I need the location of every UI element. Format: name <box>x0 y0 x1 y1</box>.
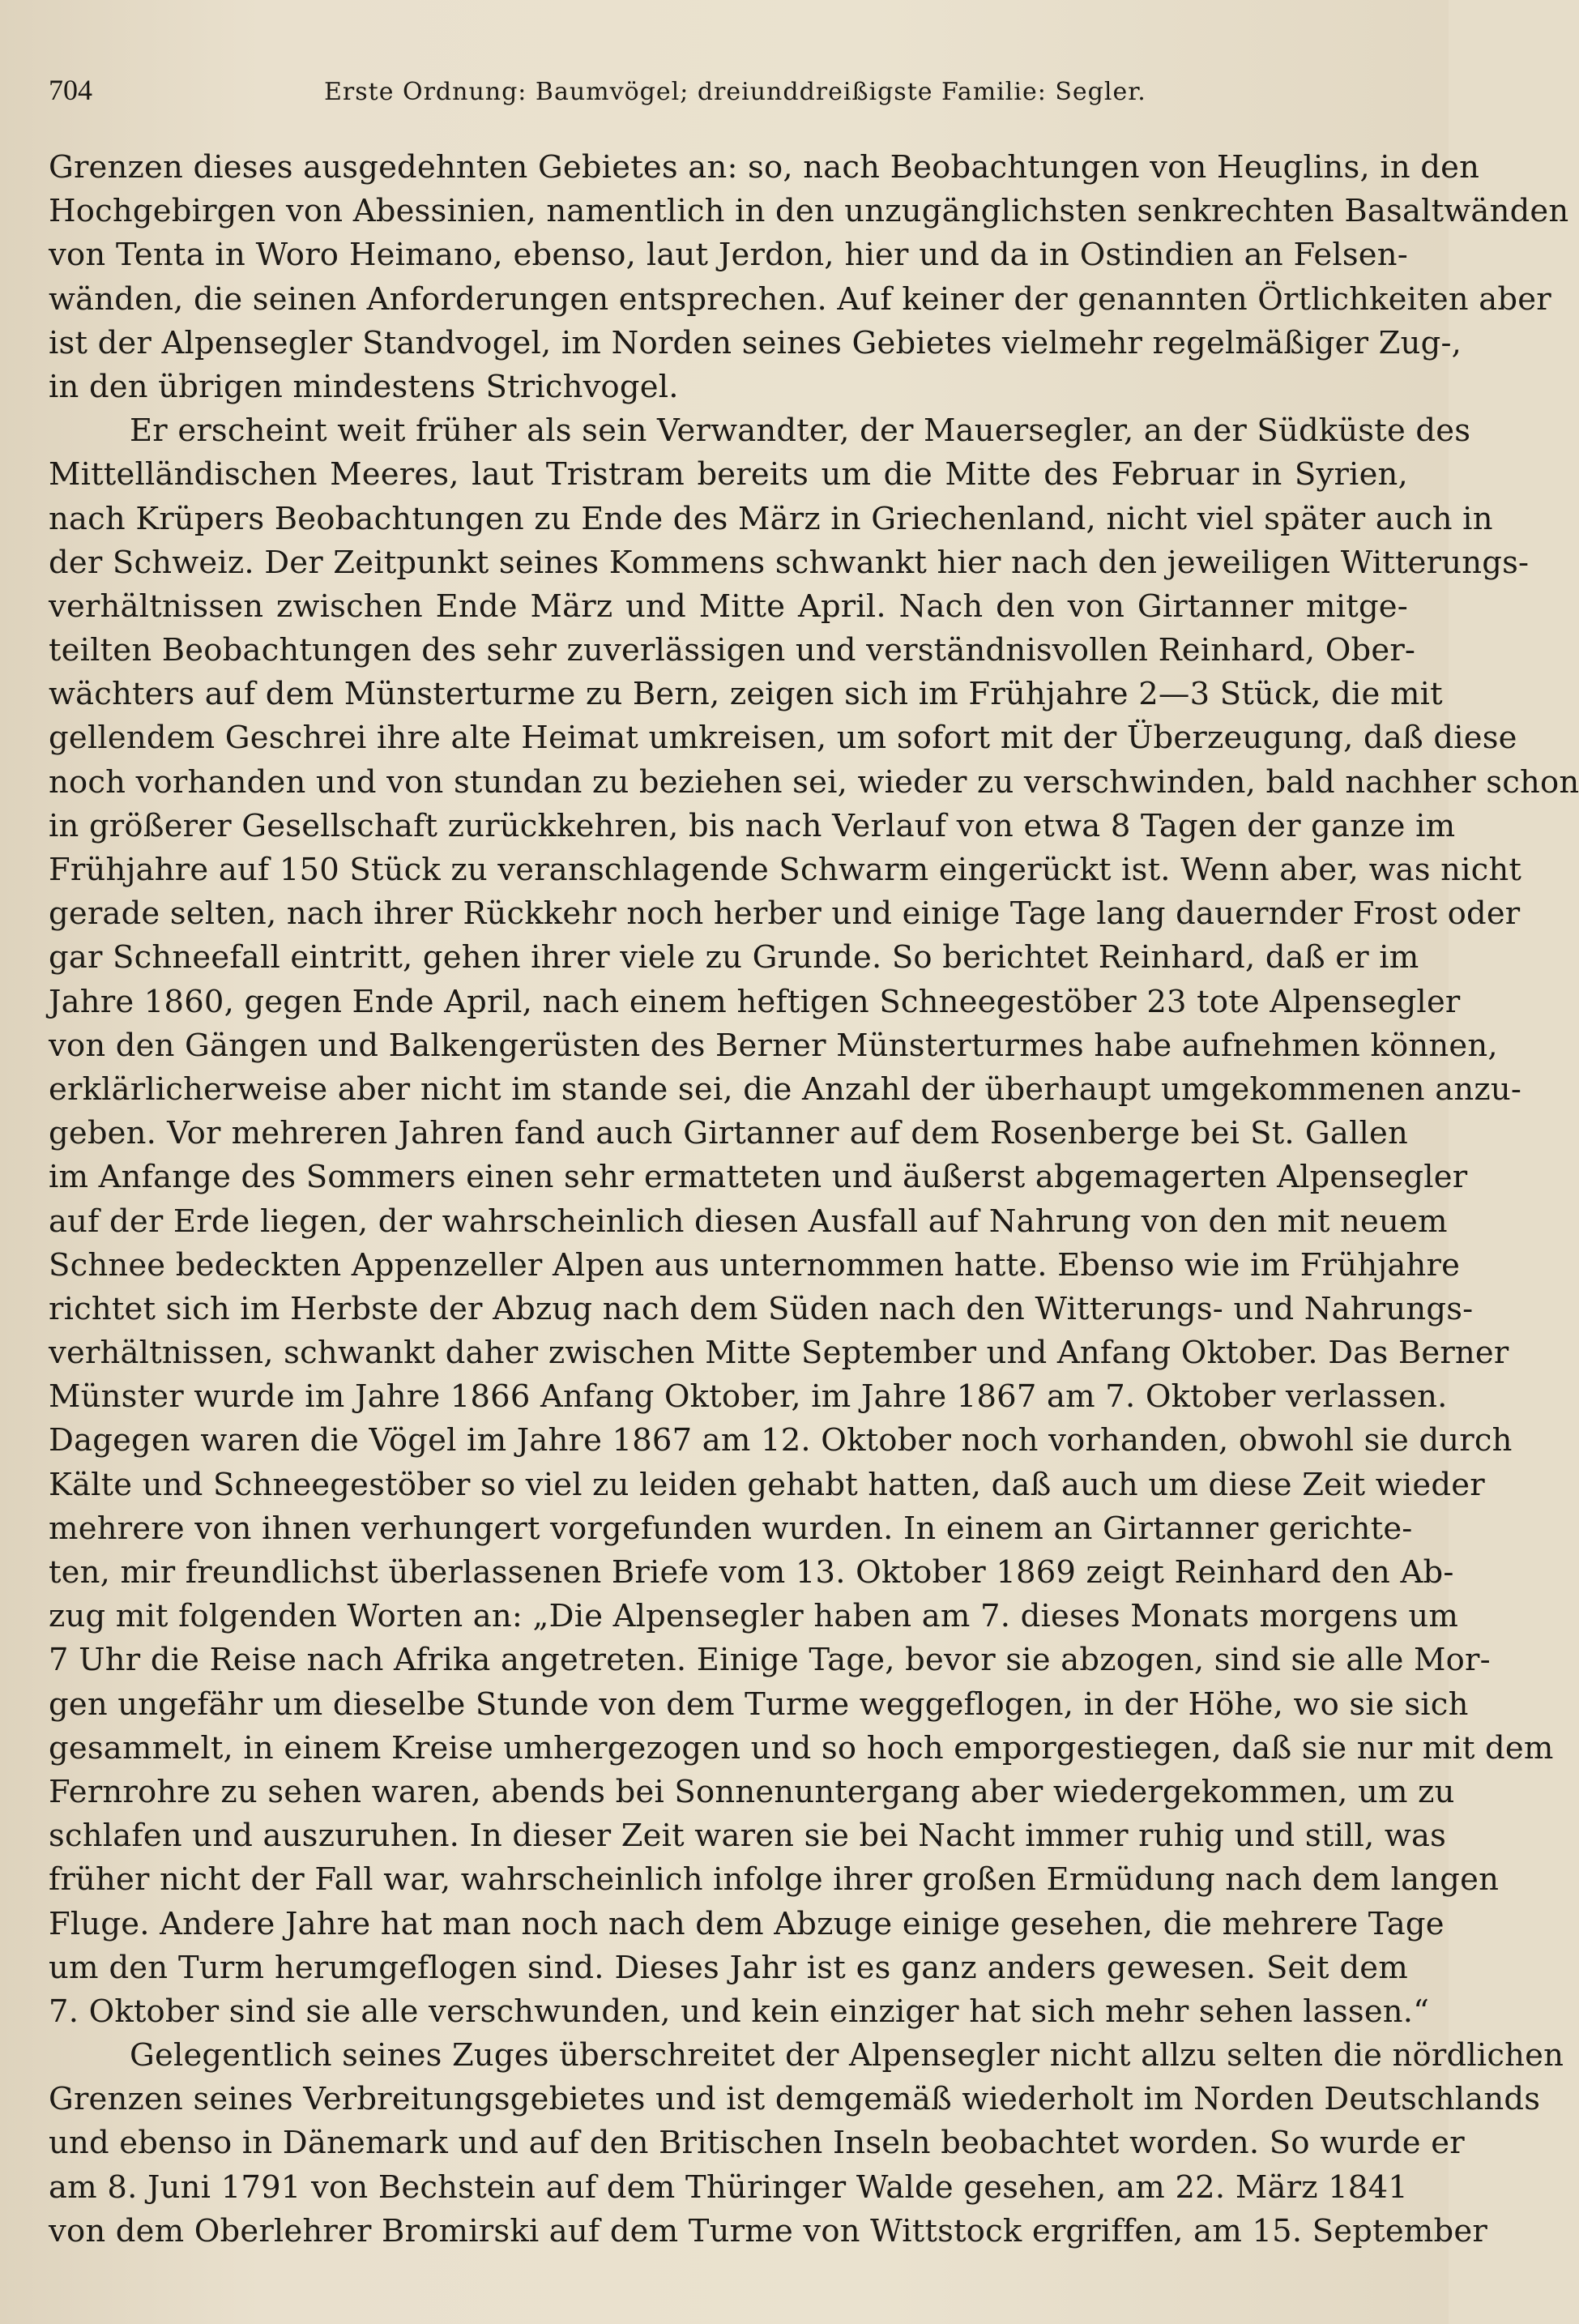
text-line: Mittelländischen Meeres, laut Tristram bereits um die Mitte des Februar in Syrien, <box>49 456 1408 493</box>
text-line: Grenzen dieses ausgedehnten Gebietes an: so, nach Beobachtungen von Heuglins, in den <box>49 149 1480 186</box>
text-line: Fernrohre zu sehen waren, abends bei Sonnenuntergang aber wiedergekommen, um zu <box>49 1773 1455 1810</box>
text-line: wächters auf dem Münsterturme zu Bern, zeigen sich im Frühjahre 2—3 Stück, die mit <box>49 676 1443 713</box>
text-line: Jahre 1860, gegen Ende April, nach einem heftigen Schneegestöber 23 tote Alpensegler <box>49 983 1461 1020</box>
paragraph <box>49 409 1579 2034</box>
text-line: gellendem Geschrei ihre alte Heimat umkreisen, um sofort mit der Überzeugung, daß diese <box>49 720 1517 757</box>
text-line: von den Gängen und Balkengerüsten des Berner Münsterturmes habe aufnehmen können, <box>49 1027 1498 1064</box>
text-line: Gelegentlich seines Zuges überschreitet der Alpensegler nicht allzu selten die nördlichen <box>130 2037 1564 2074</box>
text-line: mehrere von ihnen verhungert vorgefunden wurden. In einem an Girtanner gerichte- <box>49 1510 1413 1547</box>
page-number: 704 <box>49 74 92 106</box>
text-line: 7 Uhr die Reise nach Afrika angetreten. Einige Tage, bevor sie abzogen, sind sie alle Mor- <box>49 1642 1491 1679</box>
text-line: ten, mir freundlichst überlassenen Briefe vom 13. Oktober 1869 zeigt Reinhard den Ab- <box>49 1554 1454 1591</box>
text-line: Schnee bedeckten Appenzeller Alpen aus unternommen hatte. Ebenso wie im Frühjahre <box>49 1246 1461 1284</box>
text-line: am 8. Juni 1791 von Bechstein auf dem Thüringer Walde gesehen, am 22. März 1841 <box>49 2168 1408 2206</box>
text-line: noch vorhanden und von stundan zu beziehen sei, wieder zu verschwinden, bald nachher schon <box>49 763 1579 801</box>
paragraph <box>49 146 1569 409</box>
text-line: in größerer Gesellschaft zurückkehren, bis nach Verlauf von etwa 8 Tagen der ganze im <box>49 807 1456 844</box>
text-line: im Anfange des Sommers einen sehr ermatteten und äußerst abgemagerten Alpensegler <box>49 1159 1468 1196</box>
text-line: Hochgebirgen von Abessinien, namentlich in den unzugänglichsten senkrechten Basaltwänden <box>49 193 1569 230</box>
text-line: Frühjahre auf 150 Stück zu veranschlagende Schwarm eingerückt ist. Wenn aber, was nicht <box>49 852 1522 888</box>
text-line: Kälte und Schneegestöber so viel zu leiden gehabt hatten, daß auch um diese Zeit wieder <box>49 1466 1485 1503</box>
text-line: Dagegen waren die Vögel im Jahre 1867 am 12. Oktober noch vorhanden, obwohl sie durch <box>49 1422 1513 1459</box>
text-line: um den Turm herumgeflogen sind. Dieses Jahr ist es ganz anders gewesen. Seit dem <box>49 1949 1408 1986</box>
text-line: Er erscheint weit früher als sein Verwandter, der Mauersegler, an der Südküste des <box>130 412 1471 450</box>
text-line: teilten Beobachtungen des sehr zuverlässigen und verständnisvollen Reinhard, Ober- <box>49 632 1416 669</box>
text-line: gesammelt, in einem Kreise umhergezogen und so hoch emporgestiegen, daß sie nur mit dem <box>49 1729 1554 1766</box>
text-line: von Tenta in Woro Heimano, ebenso, laut Jerdon, hier und da in Ostindien an Felsen- <box>49 237 1408 274</box>
text-line: der Schweiz. Der Zeitpunkt seines Kommens schwankt hier nach den jeweiligen Witterungs- <box>49 544 1530 581</box>
text-line: wänden, die seinen Anforderungen entsprechen. Auf keiner der genannten Örtlichkeiten aber <box>49 280 1551 318</box>
text-line: von dem Oberlehrer Bromirski auf dem Turme von Wittstock ergriffen, am 15. September <box>49 2212 1487 2249</box>
text-line: richtet sich im Herbste der Abzug nach dem Süden nach den Witterungs- und Nahrungs- <box>49 1290 1474 1327</box>
text-line: verhältnissen, schwankt daher zwischen Mitte September und Anfang Oktober. Das Berner <box>49 1335 1509 1372</box>
text-line: gerade selten, nach ihrer Rückkehr noch herber und einige Tage lang dauernder Frost oder <box>49 895 1521 933</box>
text-line: Grenzen seines Verbreitungsgebietes und ist demgemäß wiederholt im Norden Deutschlands <box>49 2081 1541 2118</box>
text-line: gen ungefähr um dieselbe Stunde von dem Turme weggeflogen, in der Höhe, wo sie sich <box>49 1685 1469 1723</box>
text-line: nach Krüpers Beobachtungen zu Ende des März in Griechenland, nicht viel später auch in <box>49 500 1493 537</box>
body-text <box>49 146 1579 2254</box>
text-line: in den übrigen mindestens Strichvogel. <box>49 368 679 405</box>
text-line: und ebenso in Dänemark und auf den Britischen Inseln beobachtet worden. So wurde er <box>49 2125 1465 2162</box>
text-line: erklärlicherweise aber nicht im stande sei, die Anzahl der überhaupt umgekommenen anzu- <box>49 1070 1522 1108</box>
page-header <box>49 73 1408 122</box>
text-line: gar Schneefall eintritt, gehen ihrer viele zu Grunde. So berichtet Reinhard, daß er im <box>49 939 1419 976</box>
text-line: auf der Erde liegen, der wahrscheinlich diesen Ausfall auf Nahrung von den mit neuem <box>49 1203 1448 1240</box>
text-line: ist der Alpensegler Standvogel, im Norden seines Gebietes vielmehr regelmäßiger Zug-, <box>49 324 1462 361</box>
text-line: geben. Vor mehreren Jahren fand auch Girtanner auf dem Rosenberge bei St. Gallen <box>49 1115 1408 1152</box>
text-line: Münster wurde im Jahre 1866 Anfang Oktober, im Jahre 1867 am 7. Oktober verlassen. <box>49 1378 1448 1416</box>
text-line: früher nicht der Fall war, wahrscheinlich infolge ihrer großen Ermüdung nach dem langen <box>49 1861 1500 1899</box>
text-line: Fluge. Andere Jahre hat man noch nach dem Abzuge einige gesehen, die mehrere Tage <box>49 1905 1445 1942</box>
text-line: zug mit folgenden Worten an: „Die Alpensegler haben am 7. dieses Monats morgens um <box>49 1598 1459 1635</box>
text-line: 7. Oktober sind sie alle verschwunden, und kein einziger hat sich mehr sehen lassen.“ <box>49 1993 1430 2030</box>
paragraph <box>49 2034 1564 2254</box>
text-line: schlafen und auszuruhen. In dieser Zeit waren sie bei Nacht immer ruhig und still, was <box>49 1818 1447 1855</box>
text-line: verhältnissen zwischen Ende März und Mitte April. Nach den von Girtanner mitge- <box>49 587 1408 625</box>
running-head: Erste Ordnung: Baumvögel; dreiunddreißigste Familie: Segler. <box>324 78 1146 106</box>
